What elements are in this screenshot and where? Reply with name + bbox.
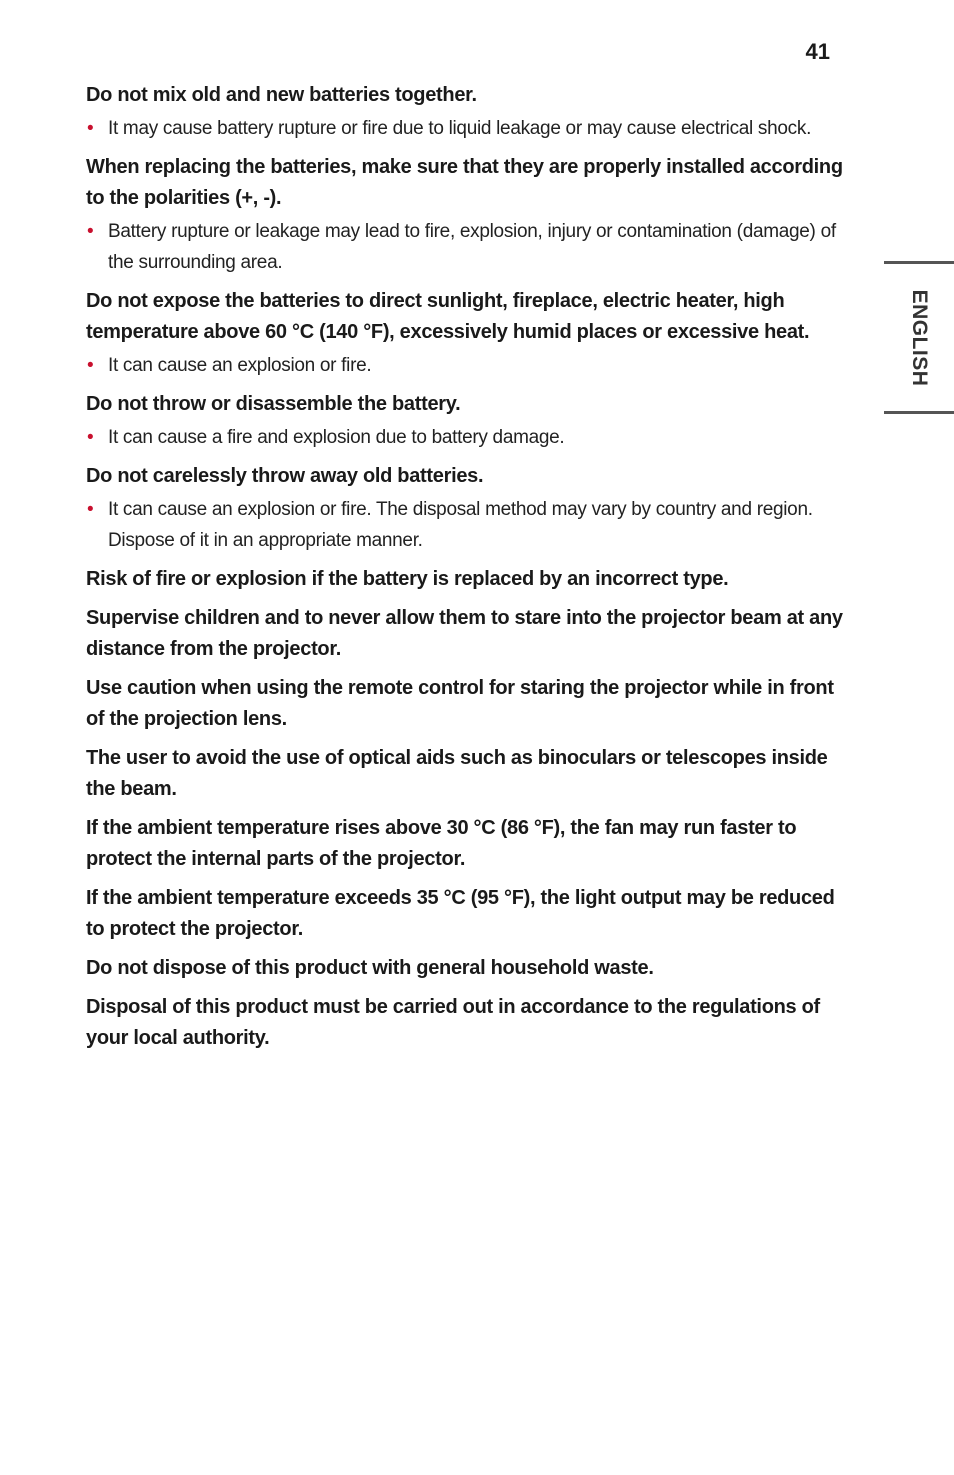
- safety-item: [86, 80, 846, 144]
- safety-heading: Supervise children and to never allow them to stare into the projector beam at any distance from the projector.: [86, 607, 843, 660]
- safety-item: [86, 743, 846, 805]
- safety-item: [86, 813, 846, 875]
- safety-item: [86, 389, 846, 453]
- safety-bullet-text: It can cause a fire and explosion due to battery damage.: [108, 427, 565, 448]
- safety-item: [86, 673, 846, 735]
- language-side-tab: [884, 261, 954, 414]
- safety-bullet: [86, 216, 846, 278]
- safety-item: [86, 564, 846, 595]
- bullet-dot-icon: •: [87, 355, 94, 376]
- safety-item: [86, 152, 846, 278]
- safety-bullet-text: It can cause an explosion or fire. The disposal method may vary by country and region. Dispose of it in an appropriate manner.: [108, 499, 813, 551]
- safety-item: [86, 603, 846, 665]
- safety-bullet-text: It can cause an explosion or fire.: [108, 355, 372, 376]
- safety-instructions: [86, 80, 846, 1062]
- safety-heading: If the ambient temperature exceeds 35 °C (95 °F), the light output may be reduced to protect the projector.: [86, 887, 835, 940]
- safety-heading: Do not throw or disassemble the battery.: [86, 393, 461, 415]
- safety-item: [86, 953, 846, 984]
- safety-heading: Do not expose the batteries to direct sunlight, fireplace, electric heater, high temperature above 60 °C (140 °F), excessively humid places or excessive heat.: [86, 290, 810, 343]
- safety-heading: Do not carelessly throw away old batteries.: [86, 465, 484, 487]
- safety-bullet: [86, 494, 846, 556]
- safety-heading: Disposal of this product must be carried out in accordance to the regulations of your local authority.: [86, 996, 820, 1049]
- safety-bullet-text: Battery rupture or leakage may lead to fire, explosion, injury or contamination (damage) of the surrounding area.: [108, 221, 836, 273]
- bullet-dot-icon: •: [87, 427, 94, 448]
- bullet-dot-icon: •: [87, 118, 94, 139]
- safety-bullet: [86, 422, 846, 453]
- safety-heading: Use caution when using the remote control for staring the projector while in front of the projection lens.: [86, 677, 834, 730]
- safety-bullet: [86, 113, 846, 144]
- safety-item: [86, 461, 846, 556]
- bullet-dot-icon: •: [87, 221, 94, 242]
- language-side-tab-label: ENGLISH: [908, 289, 931, 387]
- safety-heading: Risk of fire or explosion if the battery is replaced by an incorrect type.: [86, 568, 729, 590]
- bullet-dot-icon: •: [87, 499, 94, 520]
- safety-heading: Do not dispose of this product with general household waste.: [86, 957, 654, 979]
- page-number: 41: [805, 39, 830, 64]
- safety-item: [86, 992, 846, 1054]
- safety-heading: When replacing the batteries, make sure that they are properly installed according to the polarities (+, -).: [86, 156, 843, 209]
- safety-heading: The user to avoid the use of optical aids such as binoculars or telescopes inside the beam.: [86, 747, 828, 800]
- safety-bullet: [86, 350, 846, 381]
- safety-item: [86, 883, 846, 945]
- safety-item: [86, 286, 846, 381]
- safety-bullet-text: It may cause battery rupture or fire due to liquid leakage or may cause electrical shock.: [108, 118, 812, 139]
- safety-heading: If the ambient temperature rises above 30 °C (86 °F), the fan may run faster to protect the internal parts of the projector.: [86, 817, 797, 870]
- safety-heading: Do not mix old and new batteries together.: [86, 84, 477, 106]
